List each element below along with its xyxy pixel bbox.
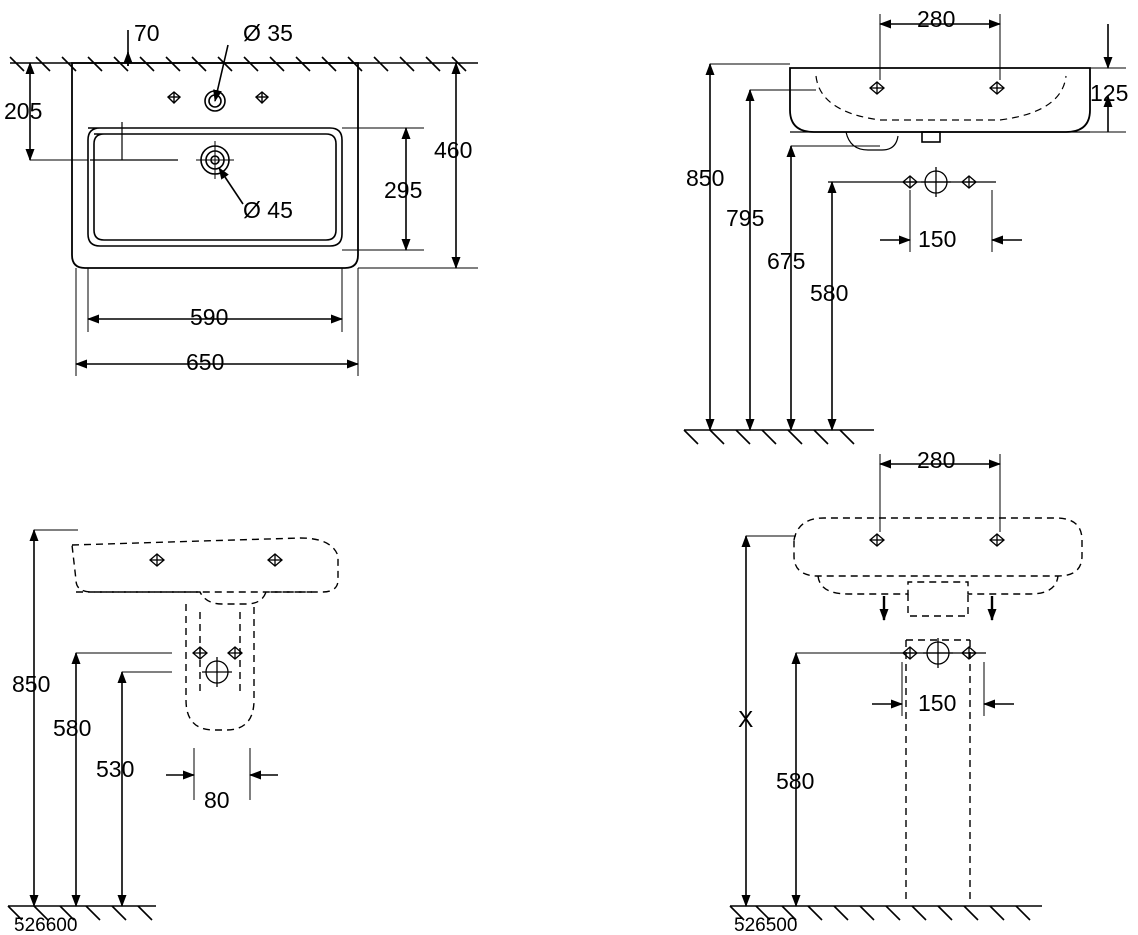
- part-number-side-view: 526600: [14, 915, 78, 935]
- dimension-label-side-580: 580: [53, 715, 92, 741]
- dimension-label-side-850: 850: [12, 671, 51, 697]
- dimension-label-front-280: 280: [917, 6, 956, 32]
- dimension-label-front-125: 125: [1090, 80, 1129, 106]
- dimension-label-top-205: 205: [4, 98, 43, 124]
- dimension-label-top-295: 295: [384, 177, 423, 203]
- dimension-label-pedestal-280: 280: [917, 447, 956, 473]
- part-number-pedestal-view: 526500: [734, 915, 798, 935]
- dimension-label-front-150: 150: [918, 226, 957, 252]
- dimension-label-pedestal-x: X: [738, 706, 754, 732]
- floor-line-front-view: [684, 430, 874, 444]
- wall-line-top-view: [10, 57, 478, 71]
- dimension-label-pedestal-150: 150: [918, 690, 957, 716]
- dimension-label-side-530: 530: [96, 756, 135, 782]
- dimension-label-pedestal-580: 580: [776, 768, 815, 794]
- dimension-label-top-diameter-35: Ø 35: [243, 20, 293, 46]
- dimension-label-front-580: 580: [810, 280, 849, 306]
- dimension-label-side-80: 80: [204, 787, 230, 813]
- dimension-label-top-diameter-45: Ø 45: [243, 197, 293, 223]
- dimension-label-top-460: 460: [434, 137, 473, 163]
- dimension-label-front-850: 850: [686, 165, 725, 191]
- dimension-label-front-795: 795: [726, 205, 765, 231]
- dimension-label-top-590: 590: [190, 304, 229, 330]
- dimension-label-front-675: 675: [767, 248, 806, 274]
- dimension-label-top-70: 70: [134, 20, 160, 46]
- dimension-label-top-650: 650: [186, 349, 225, 375]
